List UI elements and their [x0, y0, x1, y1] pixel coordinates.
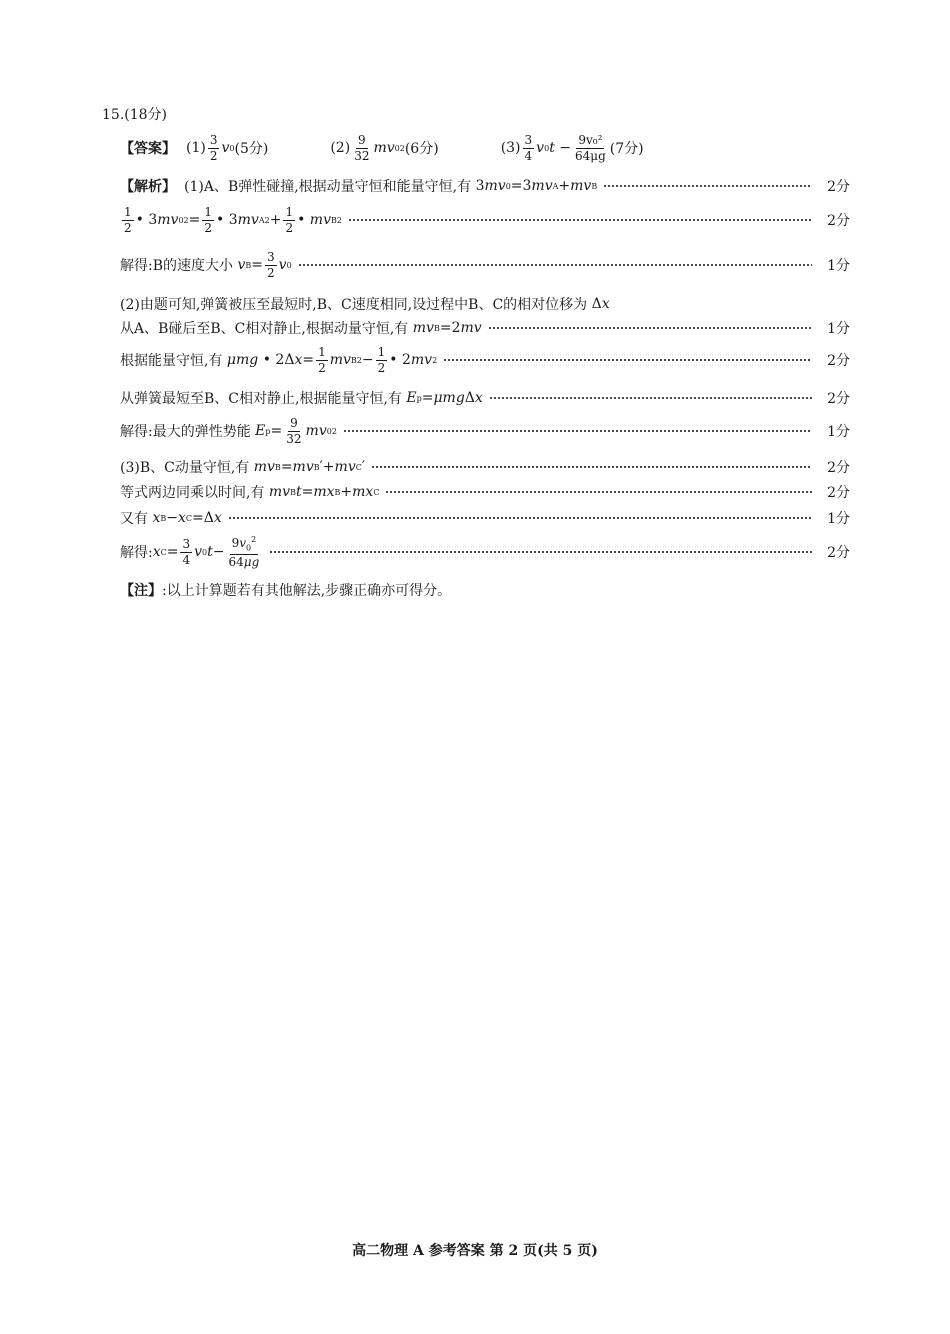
score: 1分: [827, 321, 850, 337]
page-footer: 高二物理 A 参考答案 第 2 页(共 5 页): [352, 1243, 598, 1259]
leader-dots: [603, 185, 812, 187]
score: 2分: [827, 179, 850, 195]
question-header: 15.(18分): [102, 107, 168, 123]
score: 1分: [827, 258, 850, 275]
leader-dots: [489, 397, 812, 399]
fraction: $\frac{3}{4}$: [524, 133, 533, 163]
analysis-line-3: 解得:B的速度大小 v B = $\frac{3}{2}$ v 0 1分: [120, 250, 850, 280]
leader-dots: [269, 551, 812, 553]
analysis-line-6: 根据能量守恒,有 μmg • 2Δ x = $\frac{1}{2}$ mv B 2 − $\frac{1}{2}$ • 2 mv 2 2分: [120, 345, 850, 375]
analysis-line-9: (3)B、C动量守恒,有 mv B = mv B ′+ mv C ′ 2分: [120, 459, 850, 476]
score: 2分: [827, 213, 850, 230]
fraction: $\frac{9}{32}$: [354, 133, 370, 163]
leader-dots: [228, 517, 812, 519]
score: 2分: [827, 545, 850, 562]
answer-line: 【答案】 (1) $\frac{3}{2}$ v 0 (5分) (2) $\frac{9}{32}$ mv 0 2 (6分) (3) $\frac{3}{4}$ v 0 t − $\frac{\text{9v₀²}}{64\mu g}$ (7分): [120, 133, 644, 163]
analysis-line-2: $\frac{1}{2}$ • 3 mv 0 2 = $\frac{1}{2}$ • 3 mv A 2 + $\frac{1}{2}$ • mv B 2 2分: [124, 205, 850, 235]
score: 2分: [827, 485, 850, 501]
answer-tag: 【答案】: [120, 141, 176, 158]
score: 2分: [827, 391, 850, 407]
analysis-line-10: 等式两边同乘以时间,有 mv B t = mx B + mx C 2分: [120, 484, 850, 501]
fraction: $\frac{3}{2}$: [209, 133, 218, 163]
analysis-tag: 【解析】: [120, 179, 176, 195]
analysis-line-11: 又有 x B − x C =Δ x 1分: [120, 510, 850, 527]
score: 1分: [827, 424, 850, 441]
analysis-line-12: 解得: x C = $\frac{3}{4}$ v 0 t − $\frac{9v_0^2}{64\mu g}$ 2分: [120, 535, 850, 569]
score: 1分: [827, 511, 850, 527]
analysis-line-7: 从弹簧最短至B、C相对静止,根据能量守恒,有 E p = μmg Δ x 2分: [120, 390, 850, 407]
score: 2分: [827, 353, 850, 370]
note-tag: 【注】: [120, 583, 162, 599]
leader-dots: [385, 491, 812, 493]
analysis-line-4: (2)由题可知,弹簧被压至最短时,B、C速度相同,设过程中B、C的相对位移为 Δ x: [120, 296, 610, 313]
leader-dots: [348, 219, 812, 221]
leader-dots: [298, 264, 812, 266]
leader-dots: [488, 327, 812, 329]
analysis-line-1: 【解析】 (1)A、B弹性碰撞,根据动量守恒和能量守恒,有 3 mv 0 =3 mv A + mv B 2分: [120, 178, 850, 195]
fraction: $\frac{\text{9v₀²}}{64\mu g}$: [575, 133, 606, 163]
leader-dots: [443, 359, 812, 361]
note-line: 【注】 :以上计算题若有其他解法,步骤正确亦可得分。: [120, 580, 850, 600]
analysis-line-5: 从A、B碰后至B、C相对静止,根据动量守恒,有 mv B =2 mv 1分: [120, 320, 850, 337]
leader-dots: [343, 430, 812, 432]
leader-dots: [371, 466, 812, 468]
analysis-line-8: 解得:最大的弹性势能 E p = $\frac{9}{32}$ mv 0 2 1分: [120, 416, 850, 446]
score: 2分: [827, 460, 850, 476]
